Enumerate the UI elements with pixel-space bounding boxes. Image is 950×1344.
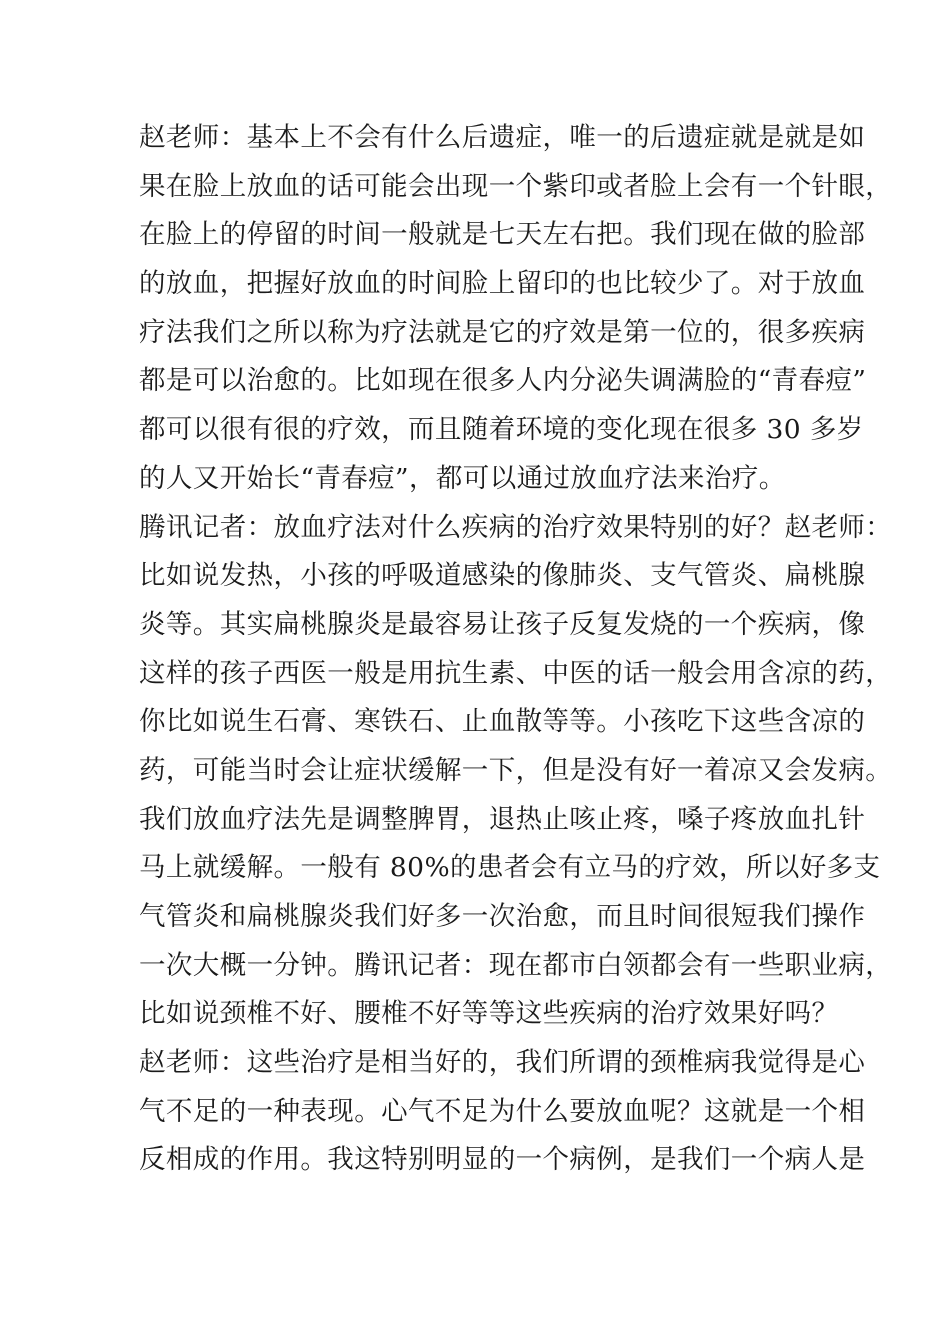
text-line: 的人又开始长“青春痘”，都可以通过放血疗法来治疗。	[139, 462, 786, 494]
text-line: 这样的孩子西医一般是用抗生素、中医的话一般会用含凉的药，	[139, 657, 893, 689]
text-line: 反相成的作用。我这特别明显的一个病例，是我们一个病人是	[139, 1144, 866, 1176]
text-line: 马上就缓解。一般有 80%的患者会有立马的疗效，所以好多支	[139, 852, 881, 884]
text-line: 在脸上的停留的时间一般就是七天左右把。我们现在做的脸部	[139, 219, 866, 251]
text-line: 赵老师：基本上不会有什么后遗症，唯一的后遗症就是就是如	[139, 122, 866, 153]
text-line: 我们放血疗法先是调整脾胃，退热止咳止疼，嗓子疼放血扎针	[139, 803, 866, 835]
text-line: 药，可能当时会让症状缓解一下，但是没有好一着凉又会发病。	[139, 754, 893, 786]
text-line: 腾讯记者：放血疗法对什么疾病的治疗效果特别的好？赵老师：	[139, 511, 893, 543]
text-line: 一次大概一分钟。腾讯记者：现在都市白领都会有一些职业病，	[139, 949, 893, 981]
text-line: 疗法我们之所以称为疗法就是它的疗效是第一位的，很多疾病	[139, 316, 866, 348]
text-line: 果在脸上放血的话可能会出现一个紫印或者脸上会有一个针眼，	[139, 170, 893, 202]
text-line: 的放血，把握好放血的时间脸上留印的也比较少了。对于放血	[139, 268, 866, 300]
text-line: 比如说发热，小孩的呼吸道感染的像肺炎、支气管炎、扁桃腺	[139, 560, 866, 592]
text-line: 赵老师：这些治疗是相当好的，我们所谓的颈椎病我觉得是心	[139, 1047, 866, 1079]
text-line: 都可以很有很的疗效，而且随着环境的变化现在很多 30 多岁	[139, 414, 864, 446]
text-line: 比如说颈椎不好、腰椎不好等等这些疾病的治疗效果好吗？	[139, 998, 839, 1030]
text-line: 炎等。其实扁桃腺炎是最容易让孩子反复发烧的一个疾病，像	[139, 608, 866, 640]
text-line: 你比如说生石膏、寒铁石、止血散等等。小孩吃下这些含凉的	[139, 706, 866, 738]
text-line: 气管炎和扁桃腺炎我们好多一次治愈，而且时间很短我们操作	[139, 901, 866, 932]
text-line: 都是可以治愈的。比如现在很多人内分泌失调满脸的“青春痘”	[139, 365, 867, 397]
text-line: 气不足的一种表现。心气不足为什么要放血呢？这就是一个相	[139, 1095, 866, 1127]
body-text	[139, 114, 893, 1185]
